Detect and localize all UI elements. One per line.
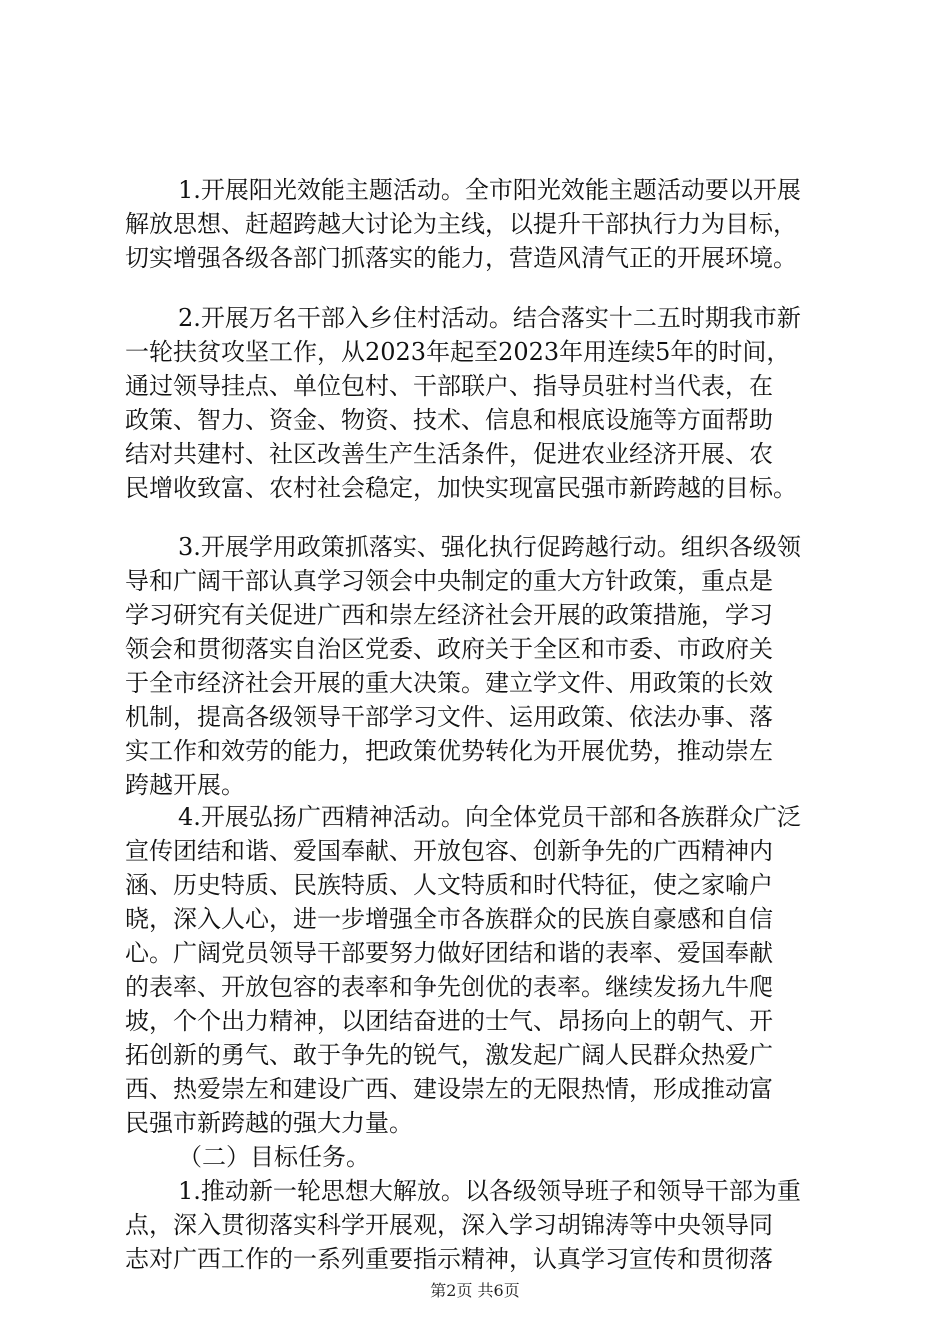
paragraph-2-line-1: 2.开展万名干部入乡住村活动。结合落实十二五时期我市新 [178,304,801,332]
paragraph-4-line-5: 心。广阔党员领导干部要努力做好团结和谐的表率、爱国奉献 [125,939,773,967]
paragraph-1-line-1: 1.开展阳光效能主题活动。全市阳光效能主题活动要以开展 [178,176,801,204]
paragraph-3-line-8: 跨越开展。 [125,771,245,799]
paragraph-3-line-4: 领会和贯彻落实自治区党委、政府关于全区和市委、市政府关 [125,635,773,663]
paragraph-3-line-2: 导和广阔干部认真学习领会中央制定的重大方针政策，重点是 [125,567,773,595]
paragraph-3-line-1: 3.开展学用政策抓落实、强化执行促跨越行动。组织各级领 [178,533,801,561]
paragraph-2-line-3: 通过领导挂点、单位包村、干部联户、指导员驻村当代表，在 [125,372,773,400]
paragraph-4-line-2: 宣传团结和谐、爱国奉献、开放包容、创新争先的广西精神内 [125,837,773,865]
paragraph-4-line-4: 晓，深入人心，进一步增强全市各族群众的民族自豪感和自信 [125,905,773,933]
paragraph-4-line-3: 涵、历史特质、民族特质、人文特质和时代特征，使之家喻户 [125,871,773,899]
paragraph-1-line-2: 解放思想、赶超跨越大讨论为主线，以提升干部执行力为目标， [125,210,797,238]
paragraph-3-line-6: 机制，提高各级领导干部学习文件、运用政策、依法办事、落 [125,703,773,731]
paragraph-2-line-2: 一轮扶贫攻坚工作，从2023年起至2023年用连续5年的时间， [125,338,791,366]
paragraph-4-line-9: 西、热爱崇左和建设广西、建设崇左的无限热情，形成推动富 [125,1075,773,1103]
paragraph-4-line-6: 的表率、开放包容的表率和争先创优的表率。继续发扬九牛爬 [125,973,773,1001]
paragraph-5-line-2: 点，深入贯彻落实科学开展观，深入学习胡锦涛等中央领导同 [125,1211,773,1239]
paragraph-4-line-1: 4.开展弘扬广西精神活动。向全体党员干部和各族群众广泛 [178,803,801,831]
section-heading-goals: （二）目标任务。 [178,1143,370,1171]
paragraph-2-line-6: 民增收致富、农村社会稳定，加快实现富民强市新跨越的目标。 [125,474,797,502]
paragraph-2-line-4: 政策、智力、资金、物资、技术、信息和根底设施等方面帮助 [125,406,773,434]
paragraph-3-line-5: 于全市经济社会开展的重大决策。建立学文件、用政策的长效 [125,669,773,697]
paragraph-5-line-3: 志对广西工作的一系列重要指示精神，认真学习宣传和贯彻落 [125,1245,773,1273]
paragraph-1-line-3: 切实增强各级各部门抓落实的能力，营造风清气正的开展环境。 [125,244,797,272]
paragraph-4-line-8: 拓创新的勇气、敢于争先的锐气，激发起广阔人民群众热爱广 [125,1041,773,1069]
paragraph-4-line-7: 坡，个个出力精神，以团结奋进的士气、昂扬向上的朝气、开 [125,1007,773,1035]
paragraph-3-line-3: 学习研究有关促进广西和崇左经济社会开展的政策措施，学习 [125,601,773,629]
paragraph-3-line-7: 实工作和效劳的能力，把政策优势转化为开展优势，推动崇左 [125,737,773,765]
paragraph-5-line-1: 1.推动新一轮思想大解放。以各级领导班子和领导干部为重 [178,1177,801,1205]
page-footer: 第2页 共6页 [430,1281,520,1300]
paragraph-2-line-5: 结对共建村、社区改善生产生活条件，促进农业经济开展、农 [125,440,773,468]
paragraph-4-line-10: 民强市新跨越的强大力量。 [125,1109,413,1137]
